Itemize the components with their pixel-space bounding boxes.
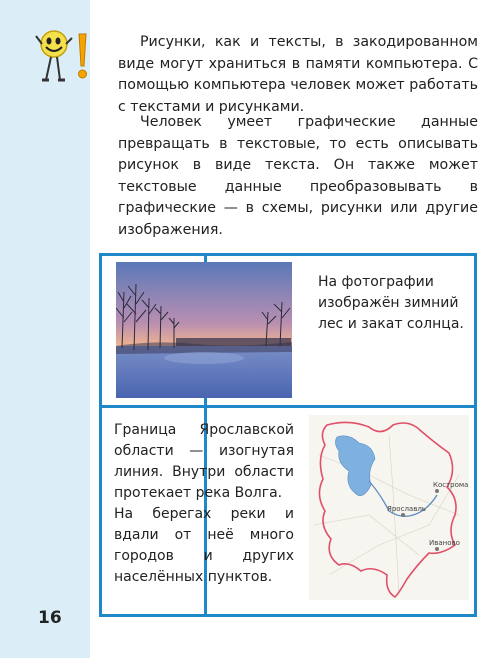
frame-divider-horizontal [99, 405, 477, 408]
yaroslavl-region-map [309, 415, 469, 600]
paragraph-2-text: Человек умеет графические данные превращать в текстовые, то есть описывать рисунок в виде текста. Он также может текстовые данные преобразовывать в графические — в схемы, рисунки или другие изображения. [118, 114, 478, 238]
smiley-mascot-icon [34, 28, 90, 98]
paragraph-1 [118, 32, 478, 118]
map-label-yaroslavl: Ярославль [387, 505, 426, 513]
map-label-ivanovo: Иваново [429, 539, 460, 547]
exclamation-icon [79, 34, 87, 78]
map-caption [114, 420, 294, 588]
paragraph-2 [118, 112, 478, 241]
map-caption-part-2: На берегах реки и вдали от неё много городов и других населённых пунктов. [114, 506, 294, 585]
left-margin-strip [0, 0, 90, 658]
photo-caption: На фотографии изображён зимний лес и закат солнца. [318, 274, 464, 332]
winter-sunset-photo [116, 262, 292, 398]
page-number: 16 [38, 608, 62, 628]
map-caption-part-1: Граница Ярославской области — изогнутая линия. Внутри области протекает река Волга. [114, 422, 294, 501]
paragraph-1-text: Рисунки, как и тексты, в закодированном виде могут храниться в памяти компьютера. С помощью компьютера человек может работать с текстами и рисунками. [118, 34, 478, 115]
map-label-kostroma: Кострома [433, 481, 469, 489]
